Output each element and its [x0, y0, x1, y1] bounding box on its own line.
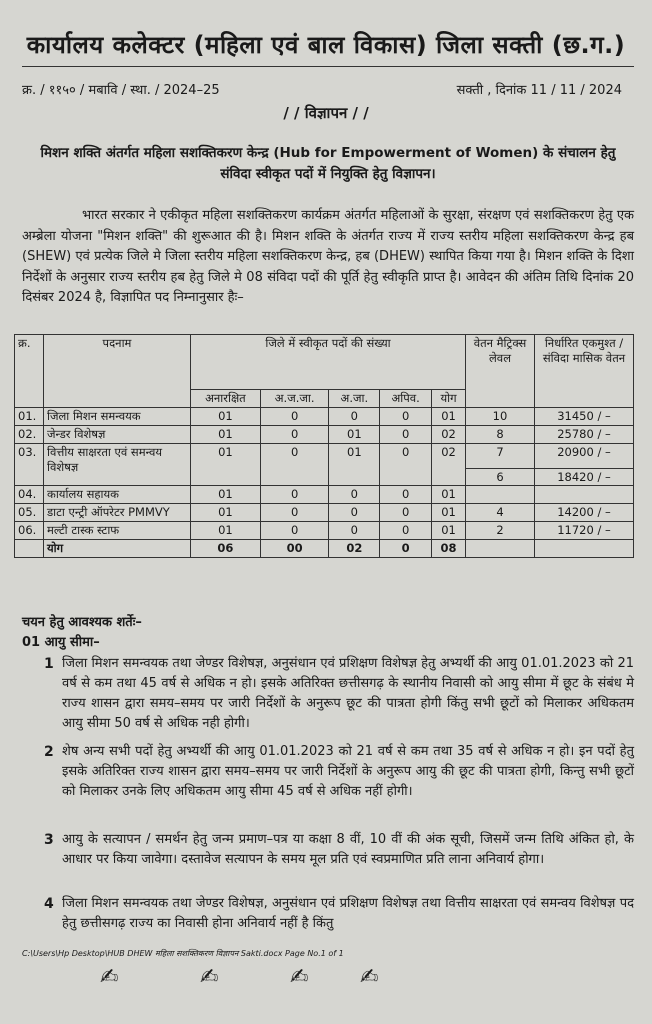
total-label: योग	[44, 540, 191, 558]
cell-st: 0	[260, 486, 329, 504]
office-title: कार्यालय कलेक्टर (महिला एवं बाल विकास) जिला सक्ती (छ.ग.)	[26, 31, 626, 59]
cell-post: जेन्डर विशेषज्ञ	[44, 426, 191, 444]
conditions-heading: चयन हेतु आवश्यक शर्तेः–	[22, 615, 142, 630]
header-level: वेतन मैट्रिक्स लेवल	[466, 335, 535, 408]
cell-st: 0	[260, 504, 329, 522]
cell-salary: 11720 / –	[535, 522, 634, 540]
condition-text: जिला मिशन समन्वयक तथा जेण्डर विशेषज्ञ, अनुसंधान एवं प्रशिक्षण विशेषज्ञ तथा वित्तीय साक्षरता एवं समन्वय विशेषज्ञ पद हेतु छत्तीसगढ़ राज्य का निवासी होना अनिवार्य नहीं है किंतु	[62, 896, 634, 931]
condition-number: 1	[44, 656, 54, 672]
table-row	[15, 426, 634, 444]
cell-sno: 05.	[15, 504, 44, 522]
subheader-total: योग	[432, 390, 466, 408]
signature: ✍	[200, 965, 219, 990]
cell-ur: 01	[191, 504, 261, 522]
cell-total: 01	[432, 408, 466, 426]
cell-sno: 01.	[15, 408, 44, 426]
cell-post: मल्टी टास्क स्टाफ	[44, 522, 191, 540]
cell-sc: 0	[329, 504, 380, 522]
total-obc: 0	[380, 540, 432, 558]
file-path-footer: C:\Users\Hp Desktop\HUB DHEW महिला सशक्तिकरण विज्ञापन Sakti.docx Page No.1 of 1	[22, 949, 344, 958]
cell-ur: 01	[191, 444, 261, 486]
cell-obc: 0	[380, 426, 432, 444]
subheader-sc: अ.जा.	[329, 390, 380, 408]
reference-number: क्र. / ११५० / मबावि / स्था. / 2024–25	[22, 83, 220, 98]
total-st: 00	[260, 540, 329, 558]
cell-salary: 14200 / –	[535, 504, 634, 522]
cell-salary: 31450 / –	[535, 408, 634, 426]
subject: मिशन शक्ति अंतर्गत महिला सशक्तिकरण केन्द्र (Hub for Empowerment of Women) के संचालन हेतु संविदा स्वीकृत पदों में नियुक्ति हेतु विज्ञापन।	[40, 145, 616, 182]
header-rule	[22, 66, 634, 67]
cell-sc: 0	[329, 522, 380, 540]
cell-sno: 03.	[15, 444, 44, 486]
intro-paragraph: भारत सरकार ने एकीकृत महिला सशक्तिकरण कार्यक्रम अंतर्गत महिलाओं के सुरक्षा, संरक्षण एवं सशक्तिकरण हेतु एक अम्ब्रेला योजना "मिशन शक्ति" की शुरूआत की है। मिशन शक्ति के अंतर्गत राज्य में राज्य स्तरीय महिला सशक्तिकरण केन्द्र हब (SHEW) एवं प्रत्येक जिले मे जिला स्तरीय महिला सशक्तिकरण केन्द्र, हब (DHEW) स्थापित किया गया है। मिशन शक्ति के दिशा निर्देशों के अनुसार राज्य स्तरीय हब हेतु जिले मे 08 संविदा पदों की पूर्ति हेतु स्वीकृति प्राप्त है। आवेदन की अंतिम तिथि दिनांक 20 दिसंबर 2024 है, विज्ञापित पद निम्नानुसार हैः–	[22, 208, 634, 305]
cell-total: 01	[432, 486, 466, 504]
cell-sc: 01	[329, 444, 380, 486]
cell-level: 8	[466, 426, 535, 444]
cell-sc: 0	[329, 408, 380, 426]
cell-total: 01	[432, 504, 466, 522]
cell-post: वित्तीय साक्षरता एवं समन्वय विशेषज्ञ	[44, 444, 191, 486]
date-line: सक्ती , दिनांक 11 / 11 / 2024	[456, 83, 622, 98]
table-row	[15, 522, 634, 540]
cell-ur: 01	[191, 408, 261, 426]
table-row	[15, 408, 634, 426]
condition-number: 2	[44, 744, 54, 760]
cell-ur: 01	[191, 426, 261, 444]
total-total: 08	[432, 540, 466, 558]
cell-obc: 0	[380, 408, 432, 426]
cell-salary: 20900 / –	[535, 444, 634, 469]
header-salary: निर्धारित एकमुश्त / संविदा मासिक वेतन	[535, 335, 634, 408]
cell-level: 7	[466, 444, 535, 469]
cell-st: 0	[260, 444, 329, 486]
table-row	[15, 486, 634, 504]
total-sc: 02	[329, 540, 380, 558]
table-row	[15, 504, 634, 522]
cell-sno: 06.	[15, 522, 44, 540]
cell-post: जिला मिशन समन्वयक	[44, 408, 191, 426]
total-ur: 06	[191, 540, 261, 558]
condition-text: आयु के सत्यापन / समर्थन हेतु जन्म प्रमाण–पत्र या कक्षा 8 वीं, 10 वीं की अंक सूची, जिसमें जन्म तिथि अंकित हो, के आधार पर किया जावेगा। दस्तावेज सत्यापन के समय मूल प्रति एवं स्वप्रमाणित प्रति लाना अनिवार्य होगा।	[62, 832, 634, 867]
subheader-st: अ.ज.जा.	[260, 390, 329, 408]
cell-total: 02	[432, 426, 466, 444]
cell-level: 10	[466, 408, 535, 426]
cell-obc: 0	[380, 486, 432, 504]
cell-st: 0	[260, 522, 329, 540]
cell-salary: 25780 / –	[535, 426, 634, 444]
advertisement-heading: / / विज्ञापन / /	[283, 104, 369, 122]
signature: ✍	[290, 965, 309, 990]
cell-sc: 01	[329, 426, 380, 444]
subheader-ur: अनारक्षित	[191, 390, 261, 408]
signature: ✍	[360, 965, 379, 990]
signature: ✍	[100, 965, 119, 990]
cell-level	[466, 486, 535, 504]
cell-level: 2	[466, 522, 535, 540]
cell-total: 01	[432, 522, 466, 540]
cell-post: डाटा एन्ट्री ऑपरेटर PMMVY	[44, 504, 191, 522]
header-sanctioned: जिले में स्वीकृत पदों की संख्या	[191, 335, 466, 390]
cell-st: 0	[260, 408, 329, 426]
condition-number: 3	[44, 832, 54, 848]
condition-text: जिला मिशन समन्वयक तथा जेण्डर विशेषज्ञ, अनुसंधान एवं प्रशिक्षण विशेषज्ञ हेतु अभ्यर्थी की आयु 01.01.2023 को 21 वर्ष से कम तथा 45 वर्ष से अधिक न हो। इसके अतिरिक्त छत्तीसगढ़ के स्थानीय निवासी को आयु सीमा में छूट के संबंध मे राज्य शासन द्वारा समय–समय पर जारी निर्देशों के अनुरूप छूट की पात्रता होगी किंतु सभी छूटों को मिलाकर अधिकतम आयु सीमा 50 वर्ष से अधिक नही होगी।	[62, 656, 634, 731]
cell-salary: 18420 / –	[535, 469, 634, 486]
condition-item	[22, 894, 634, 934]
cell-st: 0	[260, 426, 329, 444]
condition-item	[22, 830, 634, 870]
cell-ur: 01	[191, 486, 261, 504]
cell-salary	[535, 486, 634, 504]
cell-total: 02	[432, 444, 466, 486]
table-total-row	[15, 540, 634, 558]
table-row	[15, 444, 634, 469]
posts-table	[14, 334, 634, 558]
header-post: पदनाम	[44, 335, 191, 408]
cell-level: 4	[466, 504, 535, 522]
cell-ur: 01	[191, 522, 261, 540]
cell-post: कार्यालय सहायक	[44, 486, 191, 504]
subheader-obc: अपिव.	[380, 390, 432, 408]
cell-sno: 04.	[15, 486, 44, 504]
cell-sno: 02.	[15, 426, 44, 444]
cell-level: 6	[466, 469, 535, 486]
condition-text: शेष अन्य सभी पदों हेतु अभ्यर्थी की आयु 01.01.2023 को 21 वर्ष से कम तथा 35 वर्ष से अधिक न हो। इन पदों हेतु इसके अतिरिक्त राज्य शासन द्वारा समय–समय पर जारी निर्देशों के अनुरूप आयु की छूट की पात्रता होगी, किन्तु सभी छूटों को मिलाकर उनके लिए अधिकतम आयु सीमा 45 वर्ष से अधिक नहीं होगी।	[62, 744, 634, 799]
condition-number: 4	[44, 896, 54, 912]
table-header-row	[15, 335, 634, 390]
header-sno: क्र.	[15, 335, 44, 408]
condition-item	[22, 654, 634, 734]
condition-item	[22, 742, 634, 802]
cell-obc: 0	[380, 504, 432, 522]
cell-obc: 0	[380, 444, 432, 486]
age-limit-heading: 01 आयु सीमा–	[22, 635, 100, 650]
cell-obc: 0	[380, 522, 432, 540]
cell-sc: 0	[329, 486, 380, 504]
